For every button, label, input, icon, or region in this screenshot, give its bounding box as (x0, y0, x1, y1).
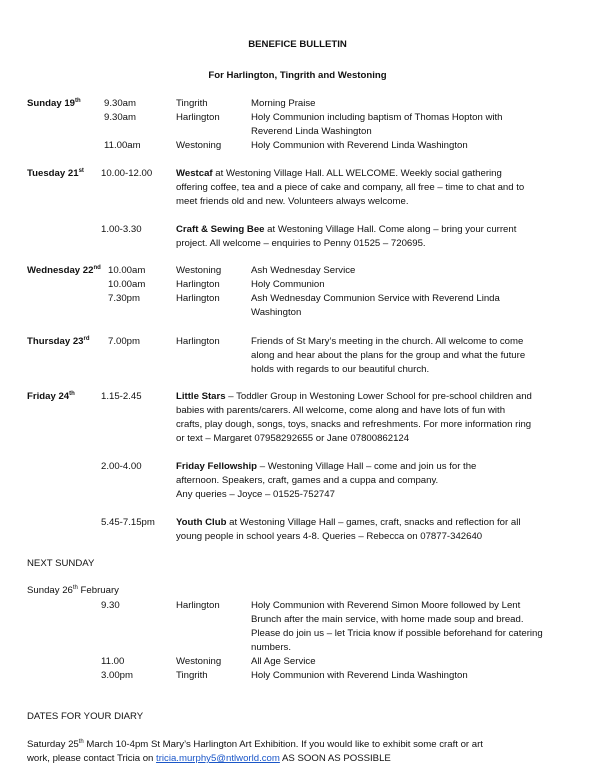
event-time: 10.00-12.00 (101, 168, 153, 179)
event-description: Holy Communion including baptism of Thomas Hopton with (251, 112, 503, 123)
event-place: Harlington (176, 336, 220, 347)
event-place: Harlington (176, 279, 220, 290)
event-place: Westoning (176, 656, 222, 667)
event-description: Holy Communion with Reverend Simon Moore followed by Lent (251, 600, 521, 611)
day-label-tuesday: Tuesday 21st (27, 168, 84, 179)
event-description: offering coffee, tea and a piece of cake and company, all free – time to chat and to (176, 182, 525, 193)
event-description: meet friends old and new. Volunteers always welcome. (176, 196, 409, 207)
event-description: afternoon. Speakers, craft, games and a cuppa and company. (176, 475, 439, 486)
event-time: 9.30am (104, 98, 136, 109)
event-time: 10.00am (108, 279, 146, 290)
event-description: Brunch after the main service, with home made soup and bread. (251, 614, 524, 625)
event-time: 7.00pm (108, 336, 140, 347)
event-time: 7.30pm (108, 293, 140, 304)
event-description: Holy Communion with Reverend Linda Washington (251, 670, 468, 681)
event-description: Ash Wednesday Communion Service with Reverend Linda (251, 293, 500, 304)
day-label-thursday: Thursday 23rd (27, 336, 90, 347)
event-place: Tingrith (176, 98, 208, 109)
event-description: crafts, play dough, songs, toys, snacks and refreshments. For more information ring (176, 419, 532, 430)
event-description: along and hear about the plans for the group and what the future (251, 350, 526, 361)
event-description: project. All welcome – enquiries to Penny 01525 – 720695. (176, 238, 426, 249)
event-description: Holy Communion with Reverend Linda Washington (251, 140, 468, 151)
event-place: Harlington (176, 600, 220, 611)
event-time: 9.30am (104, 112, 136, 123)
event-name: Westcaf (176, 168, 213, 179)
event-place: Westoning (176, 265, 222, 276)
event-place: Harlington (176, 112, 220, 123)
event-place: Harlington (176, 293, 220, 304)
event-description: Reverend Linda Washington (251, 126, 372, 137)
event-description: Please do join us – let Tricia know if possible beforehand for catering (251, 628, 543, 639)
diary-heading: DATES FOR YOUR DIARY (27, 711, 144, 722)
event-description: holds with regards to our beautiful church. (251, 364, 430, 375)
day-label-sunday: Sunday 19th (27, 98, 81, 109)
event-time: 9.30 (101, 600, 120, 611)
event-time: 10.00am (108, 265, 146, 276)
event-description: Ash Wednesday Service (251, 265, 356, 276)
event-time: 2.00-4.00 (101, 461, 142, 472)
diary-entry-contact: work, please contact Tricia on tricia.murphy5@ntlworld.com AS SOON AS POSSIBLE (27, 753, 391, 764)
event-time: 11.00am (104, 140, 141, 151)
event-description: Holy Communion (251, 279, 325, 290)
event-place: Tingrith (176, 670, 208, 681)
event-time: 1.15-2.45 (101, 391, 142, 402)
bulletin-title: BENEFICE BULLETIN (248, 39, 347, 50)
event-description: Craft & Sewing Bee at Westoning Village Hall. Come along – bring your current (176, 224, 517, 235)
day-label-wednesday: Wednesday 22nd (27, 265, 101, 276)
event-description: Friends of St Mary’s meeting in the church. All welcome to come (251, 336, 524, 347)
event-description: numbers. (251, 642, 291, 653)
event-description: Friday Fellowship – Westoning Village Hall – come and join us for the (176, 461, 477, 472)
event-description: Little Stars – Toddler Group in Westoning Lower School for pre-school children and (176, 391, 532, 402)
event-description: or text – Margaret 07958292655 or Jane 07800862124 (176, 433, 410, 444)
event-description: Westcaf at Westoning Village Hall. ALL WELCOME. Weekly social gathering (176, 168, 502, 179)
event-time: 5.45-7.15pm (101, 517, 155, 528)
event-name: Little Stars (176, 391, 226, 402)
email-link[interactable]: tricia.murphy5@ntlworld.com (156, 753, 280, 764)
event-description: young people in school years 4-8. Queries – Rebecca on 07877-342640 (176, 531, 483, 542)
event-description: Washington (251, 307, 302, 318)
event-name: Craft & Sewing Bee (176, 224, 265, 235)
event-name: Friday Fellowship (176, 461, 258, 472)
event-description: Any queries – Joyce – 01525-752747 (176, 489, 335, 500)
event-description: All Age Service (251, 656, 316, 667)
event-description: Youth Club at Westoning Village Hall – games, craft, snacks and reflection for all (176, 517, 521, 528)
event-description: Morning Praise (251, 98, 316, 109)
bulletin-subtitle: For Harlington, Tingrith and Westoning (208, 70, 387, 81)
event-time: 3.00pm (101, 670, 133, 681)
event-time: 1.00-3.30 (101, 224, 142, 235)
event-description: babies with parents/carers. All welcome, come along and have lots of fun with (176, 405, 506, 416)
next-sunday-heading: NEXT SUNDAY (27, 558, 95, 569)
next-sunday-date: Sunday 26th February (27, 585, 119, 596)
event-name: Youth Club (176, 517, 227, 528)
event-time: 11.00 (101, 656, 125, 667)
event-place: Westoning (176, 140, 222, 151)
day-label-friday: Friday 24th (27, 391, 75, 402)
diary-entry: Saturday 25th March 10-4pm St Mary’s Harlington Art Exhibition. If you would like to exhibit some craft or art (27, 739, 483, 750)
